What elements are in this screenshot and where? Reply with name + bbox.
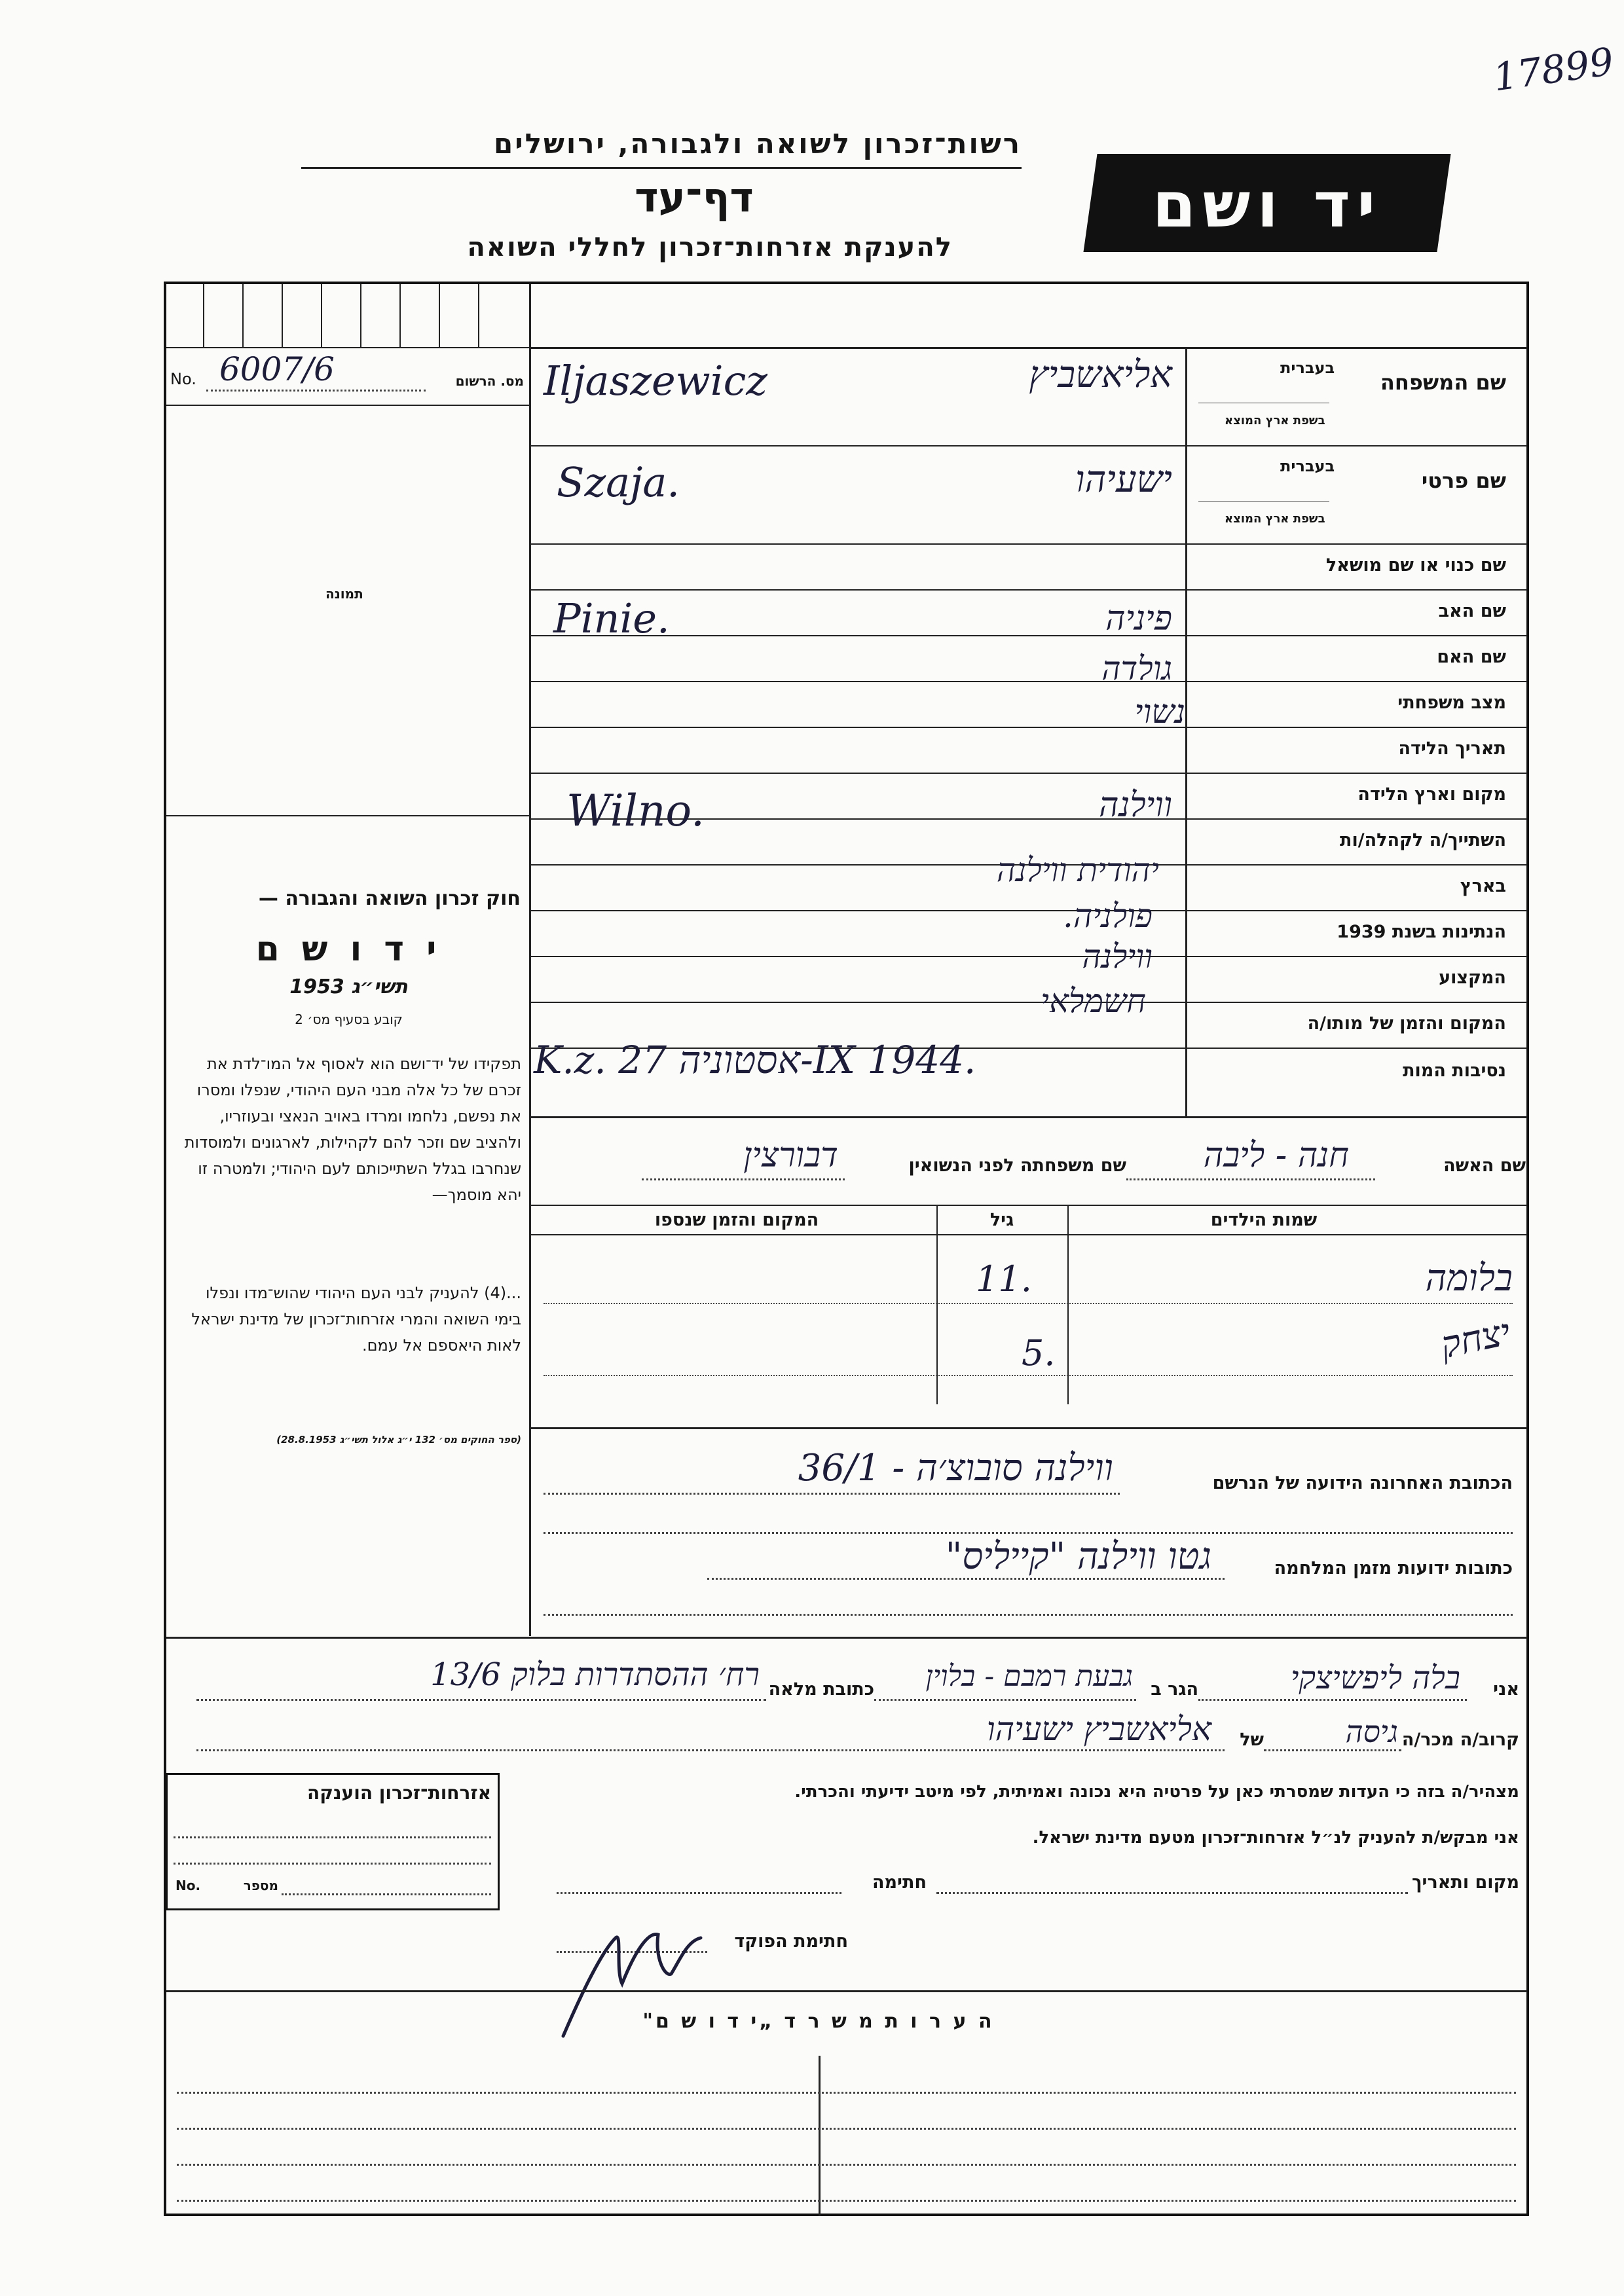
value-last-address: ווילנה סובוצ׳ה - 36/1 <box>798 1447 1113 1489</box>
label-first-hebrew: בעברית <box>1280 457 1335 475</box>
label-full-address: כתובת מלאה <box>768 1679 874 1700</box>
label-nickname: שם כנוי או שם מושאל <box>1325 555 1506 575</box>
value-citizenship: ווילנה <box>1082 938 1153 975</box>
child-1-age: 11. <box>976 1258 1032 1300</box>
registration-label: מס. הרשום <box>455 373 524 389</box>
form-subtitle: להענקת אזרחות־זכרון לחללי השואה <box>467 232 953 263</box>
law-paragraph-2: ...(4) להעניק לבני העם היהודי שהוש־מדו ונפלו בימי השואה והמרי אזרחות־זכרון של מדינת ישראל לאות היאספם אל עמם. <box>191 1284 521 1355</box>
label-surname-hebrew: בעברית <box>1280 359 1335 377</box>
value-full-address: רח׳ ההסתדרות בלוק 13/6 <box>430 1656 760 1693</box>
photo-label: תמונה <box>325 586 363 602</box>
logo-text: יד ושם <box>1152 168 1382 242</box>
law-paragraph-1: תפקידו של יד־ושם הוא לאסוף אל המו־לדת את זכרם של כל אלה מבני העם היהודי, שנפלו ומסרו את נפשם, נלחמו ומרדו באויב הנאצי ובעוזריו, ולהציב שם וזכר להם לקהילות, לארגונים ולמוסדות שנחרבו בגלל השתייכותם לעם היהודי; ולמטרה זו יהא מוסמך— <box>184 1055 521 1204</box>
child-2-name: יצחק <box>1437 1311 1515 1368</box>
child-2-age: 5. <box>1022 1332 1056 1374</box>
children-header-place: המקום והזמן שנספו <box>654 1210 819 1230</box>
label-citizenship: הנתינות בשנת 1939 <box>1337 922 1506 942</box>
law-source: (ספר החוקים מס׳ 132 י״ג אלול תשי״ג 28.8.1953) <box>276 1434 521 1446</box>
value-mother: גולדה <box>1101 649 1172 687</box>
value-community: יהודית ווילנה <box>996 851 1159 889</box>
request-text: אני מבקש/ת להעניק לנ״ל אזרחות־זכרון מטעם מדינת ישראל. <box>1032 1828 1519 1848</box>
label-mother: שם האם <box>1437 647 1506 667</box>
value-surname-hebrew: אליאשביץ <box>1029 354 1172 396</box>
law-title: חוק זכרון השואה והגבורה — <box>258 887 521 910</box>
label-relation: קרוב/ה מכר/ה <box>1401 1730 1519 1750</box>
law-name: י ד ו ש ם <box>255 930 442 969</box>
registration-number: 6007/6 <box>219 350 335 388</box>
value-birth-place-hebrew: ווילנה <box>1099 786 1172 825</box>
value-relation: גיסה <box>1345 1714 1398 1749</box>
form-title: דף־עד <box>635 173 754 221</box>
value-wife: חנה - ליבה <box>1203 1136 1349 1175</box>
value-war-address: גטו ווילנה "קייליס" <box>945 1535 1211 1578</box>
value-father-hebrew: פיניה <box>1105 599 1172 638</box>
stamp-number: 17899 <box>1490 39 1617 100</box>
label-marital: מצב משפחתי <box>1397 693 1506 713</box>
label-column-divider <box>1185 347 1187 1116</box>
value-wife-maiden: דבורצין <box>743 1136 838 1175</box>
citizenship-box-title: אזרחות־זכרון הוענקה <box>307 1782 491 1804</box>
label-surname: שם המשפחה <box>1380 370 1506 395</box>
label-declarant: אני <box>1493 1679 1519 1700</box>
value-declarant-name: בלה ליפשיצקי <box>1290 1660 1460 1696</box>
checkbox-strip-bottom <box>166 347 529 348</box>
value-country: פולניה. <box>1063 897 1153 935</box>
label-place-date: מקום ותאריך <box>1411 1872 1519 1893</box>
label-first-origin: בשפת ארץ המוצא <box>1225 512 1325 526</box>
header-underline <box>301 167 1022 169</box>
label-father: שם האב <box>1438 601 1506 621</box>
value-first-latin: Szaja. <box>557 458 680 506</box>
label-war-address: כתובות ידועות מזמן המלחמה <box>1274 1558 1513 1578</box>
value-resides: גבעת רמבם - בלוין <box>925 1660 1133 1693</box>
label-birth-place: מקום וארץ הלידה <box>1357 784 1506 805</box>
value-birth-place-latin: Wilno. <box>566 786 705 836</box>
label-first-name: שם פרטי <box>1421 468 1506 493</box>
office-notes-title: ה ע ר ו ת מ ש ר ד „י ד ו ש ם" <box>642 2010 995 2033</box>
label-birth-date: תאריך הלידה <box>1398 738 1506 759</box>
label-profession: המקצוע <box>1439 968 1506 988</box>
value-marital: נשוי <box>1134 693 1185 731</box>
label-last-address: הכתובת האחרונה הידועה של הנרשם <box>1212 1473 1513 1493</box>
citizenship-number-label: מספר <box>243 1878 278 1893</box>
label-death-place-time: המקום והזמן של מותו/ה <box>1307 1013 1506 1034</box>
left-column-divider <box>529 284 531 1636</box>
law-clause: קובע בסעיף מס׳ 2 <box>295 1011 403 1027</box>
label-country: בארץ <box>1460 876 1506 896</box>
label-wife: שם האשה <box>1443 1156 1526 1176</box>
label-death-circumstances: נסיבות המות <box>1403 1061 1506 1081</box>
value-first-hebrew: ישעיהו <box>1075 458 1172 501</box>
value-surname-latin: Iljaszewicz <box>544 357 767 405</box>
value-profession: חשמלאי <box>1040 982 1146 1020</box>
registration-prefix: No. <box>170 370 196 388</box>
label-supervisor: חתימת הפוקד <box>734 1931 848 1952</box>
law-year: תשי״ג 1953 <box>289 975 408 998</box>
value-death: K.z. אסטוניה 27-IX 1944. <box>534 1038 976 1082</box>
children-header-names: שמות הילדים <box>1210 1210 1318 1230</box>
label-resides: הגר ב <box>1151 1679 1198 1700</box>
value-of: אליאשביץ ישעיהו <box>986 1710 1211 1748</box>
label-signature: חתימה <box>872 1872 927 1893</box>
declaration-text: מצהיר/ה בזה כי העדות שמסרתי כאן על פרטיה היא נכונה ואמיתית, לפי מיטב ידיעתי והכרתי. <box>794 1782 1519 1802</box>
child-1-name: בלומה <box>1425 1257 1513 1300</box>
label-wife-maiden: שם משפחתה לפני הנשואין <box>908 1156 1126 1176</box>
citizenship-number-prefix: No. <box>175 1878 201 1893</box>
label-surname-origin: בשפת ארץ המוצא <box>1225 414 1325 428</box>
label-community: השתייך/ה לקהלה/ות <box>1340 830 1506 850</box>
children-header-age: גיל <box>989 1210 1014 1230</box>
value-father-latin: Pinie. <box>553 594 670 642</box>
label-of: של <box>1240 1730 1264 1750</box>
authority-name: רשות־זכרון לשואה ולגבורה, ירושלים <box>493 128 1022 160</box>
